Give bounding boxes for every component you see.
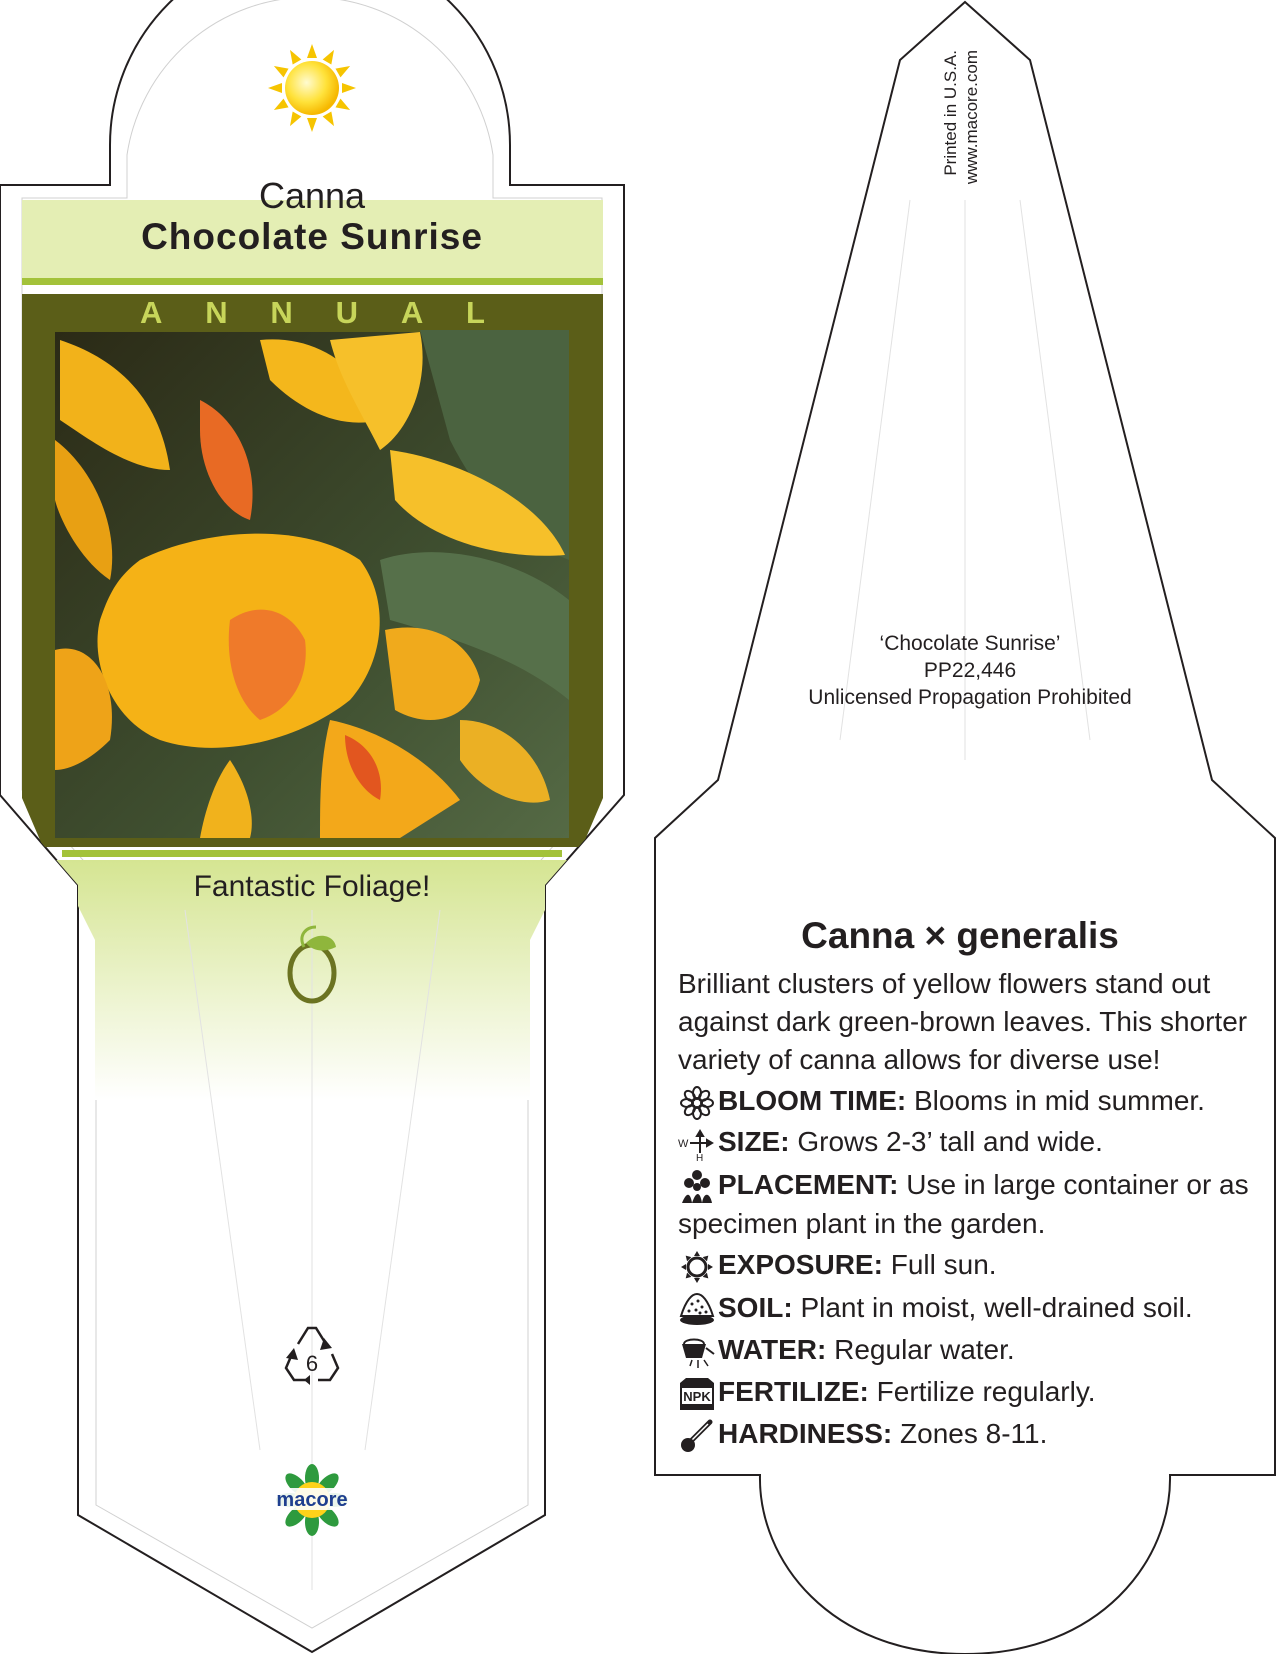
exposure-sun-icon — [678, 1250, 718, 1284]
placement-label: PLACEMENT: — [718, 1169, 899, 1200]
botanical-name: Canna × generalis — [801, 915, 1119, 956]
attribute-water — [678, 1331, 1268, 1370]
hardiness-label: HARDINESS: — [718, 1418, 893, 1449]
water-icon — [678, 1334, 718, 1370]
svg-text:macore: macore — [276, 1489, 348, 1511]
fertilize-label: FERTILIZE: — [718, 1376, 869, 1407]
recycle-number: 6 — [305, 1351, 319, 1376]
ident-notice: Unlicensed Propagation Prohibited — [808, 686, 1132, 709]
thermometer-icon — [678, 1418, 718, 1454]
printer-info — [940, 50, 990, 220]
water-value: Regular water. — [834, 1334, 1015, 1365]
water-label: WATER: — [718, 1334, 827, 1365]
flower-photo — [55, 330, 569, 838]
tagline: Fantastic Foliage! — [193, 870, 431, 903]
exposure-value: Full sun. — [890, 1249, 997, 1280]
ident-cultivar: ‘Chocolate Sunrise’ — [879, 632, 1061, 655]
bloom-time-label: BLOOM TIME: — [718, 1085, 907, 1116]
bloom-icon — [678, 1086, 718, 1120]
plant-description: Brilliant clusters of yellow flowers stand out against dark green-brown leaves. This shorter variety of canna allows for diverse use! — [678, 968, 1248, 1075]
svg-text:NPK: NPK — [683, 1388, 711, 1404]
svg-text:W: W — [678, 1137, 689, 1150]
attribute-bloom-time — [678, 1082, 1268, 1120]
size-label: SIZE: — [718, 1126, 790, 1157]
category-label — [140, 296, 485, 330]
soil-icon — [678, 1292, 718, 1328]
size-value: Grows 2-3’ tall and wide. — [797, 1126, 1103, 1157]
macore-logo — [276, 1464, 348, 1536]
size-icon — [678, 1127, 718, 1161]
bottom-lime-stripe — [62, 850, 562, 857]
attribute-placement — [678, 1166, 1268, 1243]
placement-icon — [678, 1169, 718, 1205]
category-letter: A — [400, 295, 424, 330]
common-name: Canna — [258, 175, 366, 216]
ident-patent: PP22,446 — [923, 659, 1017, 682]
attribute-soil — [678, 1289, 1268, 1328]
category-letter: U — [335, 295, 358, 330]
category-letter: A — [140, 295, 163, 330]
printed-in-text: Printed in U.S.A. — [941, 50, 960, 176]
exposure-label: EXPOSURE: — [718, 1249, 883, 1280]
cultivar-name: Chocolate Sunrise — [141, 216, 483, 257]
category-letter: N — [205, 295, 228, 330]
header-lime-stripe — [22, 278, 603, 285]
svg-text:H: H — [696, 1152, 704, 1161]
category-letter: N — [270, 295, 293, 330]
placement-value: Use in large container or as specimen plant in the garden. — [678, 1169, 1249, 1239]
soil-label: SOIL: — [718, 1292, 793, 1323]
attribute-exposure — [678, 1246, 1268, 1284]
fertilize-icon — [678, 1377, 718, 1411]
bloom-time-value: Blooms in mid summer. — [913, 1085, 1205, 1116]
fertilize-value: Fertilize regularly. — [876, 1376, 1096, 1407]
website-text: www.macore.com — [962, 50, 981, 185]
attribute-hardiness — [678, 1415, 1268, 1454]
attribute-size — [678, 1123, 1268, 1161]
attribute-fertilize — [678, 1373, 1268, 1411]
category-letter: L — [466, 295, 485, 330]
plant-identification — [760, 630, 1180, 711]
soil-value: Plant in moist, well-drained soil. — [800, 1292, 1193, 1323]
hardiness-value: Zones 8-11. — [900, 1418, 1048, 1449]
